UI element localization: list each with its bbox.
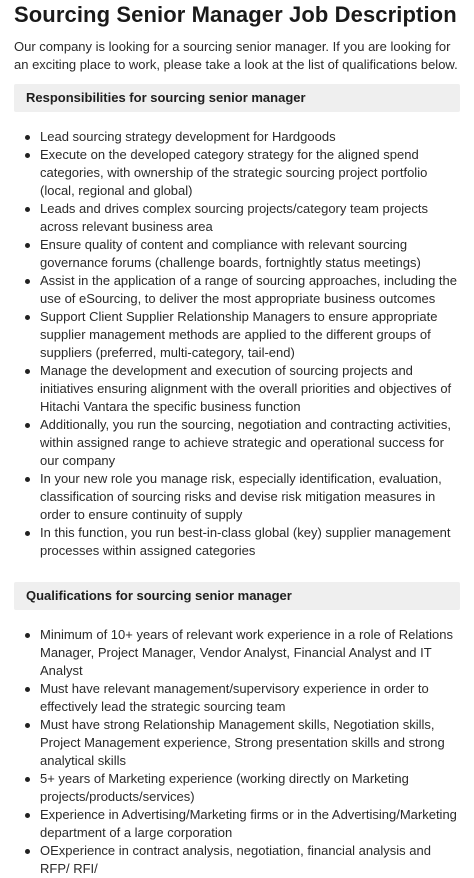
responsibilities-list	[14, 128, 460, 560]
list-item: OExperience in contract analysis, negotiation, financial analysis and RFP/ RFI/	[40, 842, 460, 878]
list-item: Manage the development and execution of sourcing projects and initiatives ensuring alignment with the overall priorities and objectives of Hitachi Vantara the specific business function	[40, 362, 460, 416]
list-item: 5+ years of Marketing experience (working directly on Marketing projects/products/services)	[40, 770, 460, 806]
responsibilities-header: Responsibilities for sourcing senior manager	[14, 84, 460, 112]
list-item: Assist in the application of a range of sourcing approaches, including the use of eSourcing, to deliver the most appropriate business outcomes	[40, 272, 460, 308]
list-item: Ensure quality of content and compliance with relevant sourcing governance forums (challenge boards, fortnightly status meetings)	[40, 236, 460, 272]
list-item: Additionally, you run the sourcing, negotiation and contracting activities, within assigned range to achieve strategic and operational success for our company	[40, 416, 460, 470]
list-item: Must have relevant management/supervisory experience in order to effectively lead the strategic sourcing team	[40, 680, 460, 716]
list-item: In this function, you run best-in-class global (key) supplier management processes within assigned categories	[40, 524, 460, 560]
qualifications-header: Qualifications for sourcing senior manager	[14, 582, 460, 610]
list-item: Lead sourcing strategy development for Hardgoods	[40, 128, 460, 146]
list-item: Leads and drives complex sourcing projects/category team projects across relevant business area	[40, 200, 460, 236]
intro-paragraph: Our company is looking for a sourcing senior manager. If you are looking for an exciting place to work, please take a look at the list of qualifications below.	[14, 39, 458, 72]
list-item: Must have strong Relationship Management skills, Negotiation skills, Project Management experience, Strong presentation skills and strong analytical skills	[40, 716, 460, 770]
list-item: In your new role you manage risk, especially identification, evaluation, classification of sourcing risks and devise risk mitigation measures in order to ensure continuity of supply	[40, 470, 460, 524]
list-item: Support Client Supplier Relationship Managers to ensure appropriate supplier management methods are applied to the different groups of suppliers (preferred, multi-category, tail-end)	[40, 308, 460, 362]
qualifications-list	[14, 626, 460, 878]
page-title: Sourcing Senior Manager Job Description	[14, 2, 457, 27]
list-item: Minimum of 10+ years of relevant work experience in a role of Relations Manager, Project Manager, Vendor Analyst, Financial Analyst and IT Analyst	[40, 626, 460, 680]
section-spacer	[14, 560, 460, 572]
list-item: Experience in Advertising/Marketing firms or in the Advertising/Marketing department of a large corporation	[40, 806, 460, 842]
list-item: Execute on the developed category strategy for the aligned spend categories, with ownership of the strategic sourcing project portfolio (local, regional and global)	[40, 146, 460, 200]
